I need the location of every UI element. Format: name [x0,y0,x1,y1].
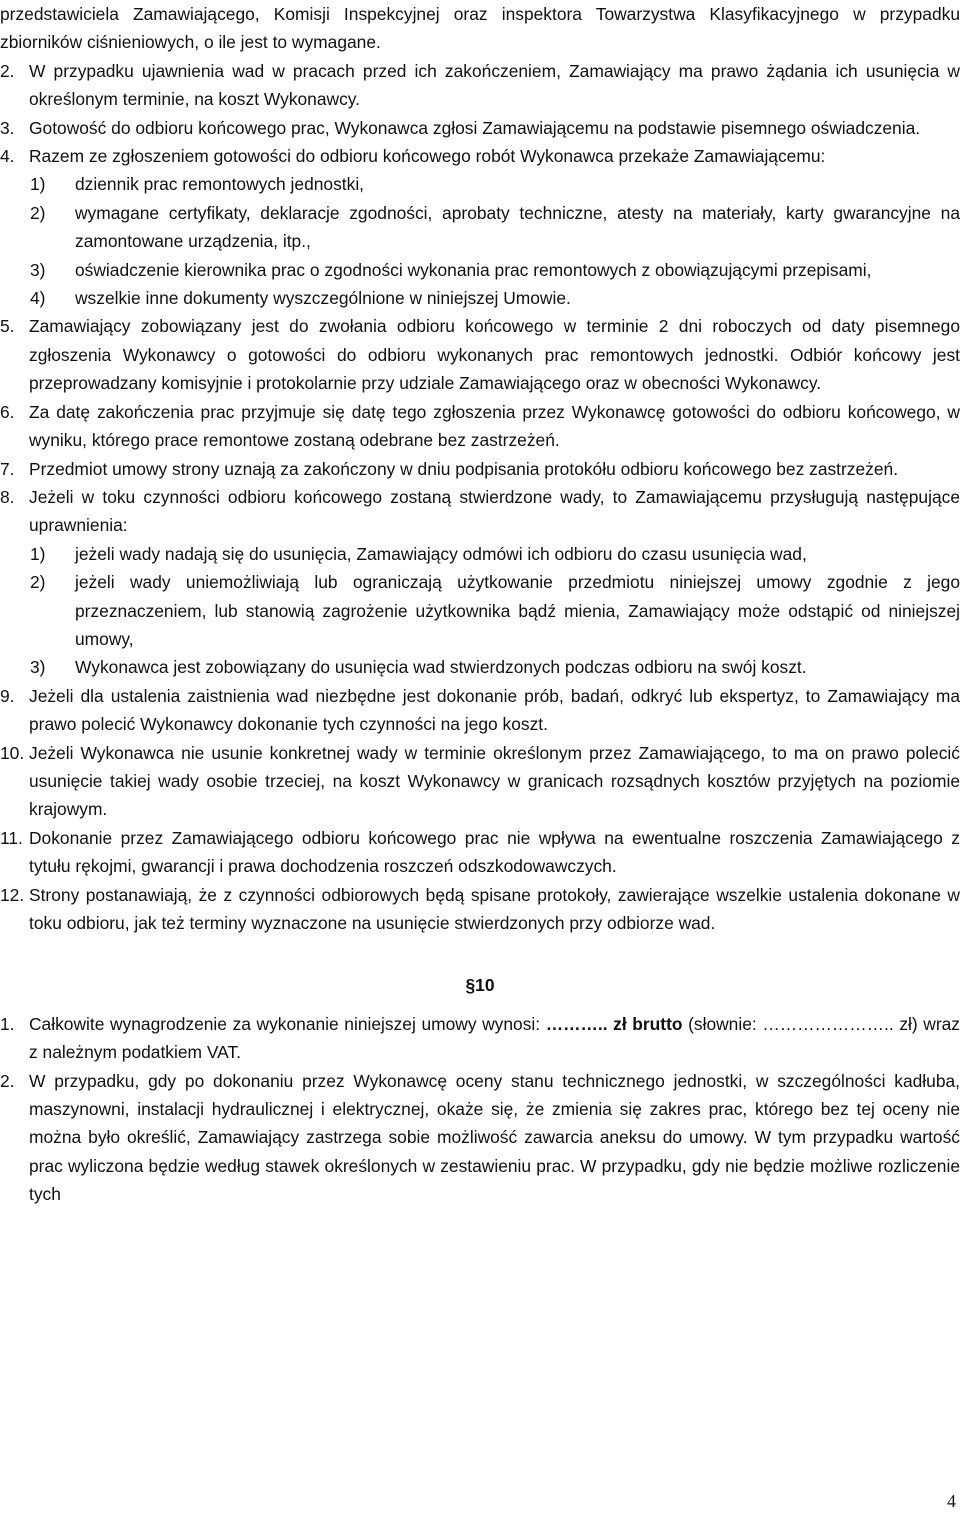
section-number: 10 [475,975,495,996]
section-paragraph-2 [0,1067,960,1209]
list-item [0,199,960,256]
paragraph-text: Całkowite wynagrodzenie za wykonanie niniejszej umowy wynosi: [29,1013,546,1034]
paragraph-text: Gotowość do odbioru końcowego prac, Wykonawca zgłosi Zamawiającemu na podstawie pisemnego oświadczenia. [29,117,921,138]
list-item-number: 1) [30,174,46,195]
paragraph-number: 1. [0,1013,15,1034]
list-item-text: Wykonawca jest zobowiązany do usunięcia wad stwierdzonych podczas odbioru na swój koszt. [75,657,807,678]
paragraph-10 [0,739,960,824]
paragraph-number: 5. [0,316,15,337]
paragraph-9 [0,682,960,739]
paragraph-text: Razem ze zgłoszeniem gotowości do odbioru końcowego robót Wykonawca przekaże Zamawiającemu: [29,146,826,167]
list-item-text: oświadczenie kierownika prac o zgodności wykonania prac remontowych z obowiązującymi przepisami, [75,259,872,280]
paragraph-6 [0,398,960,455]
list-item [0,653,960,681]
paragraph-text: W przypadku, gdy po dokonaniu przez Wykonawcę oceny stanu technicznego jednostki, w szczególności kadłuba, maszynowni, instalacji hydraulicznej i elektrycznej, okaże się, że zmienia się zakres prac, którego bez tej oceny nie można było określić, Zamawiający zastrzega sobie możliwość zawarcia aneksu do umowy. W tym przypadku wartość prac wyliczona będzie według stawek określonych w zestawieniu prac. W przypadku, gdy nie będzie możliwe rozliczenie tych [29,1070,960,1205]
list-item-number: 2) [30,572,46,593]
paragraph-text: Dokonanie przez Zamawiającego odbioru końcowego prac nie wpływa na ewentualne roszczenia Zamawiającego z tytułu rękojmi, gwarancji i prawa dochodzenia roszczeń odszkodowawczych. [29,827,960,877]
paragraph-text: W przypadku ujawnienia wad w pracach przed ich zakończeniem, Zamawiający ma prawo żądania ich usunięcia w określonym terminie, na koszt Wykonawcy. [29,60,960,110]
list-item-number: 4) [30,288,46,309]
paragraph-number: 6. [0,401,15,422]
list-item-text: jeżeli wady nadają się do usunięcia, Zamawiający odmówi ich odbioru do czasu usunięcia wad, [75,543,807,564]
paragraph-text-continued: (słownie: ………………….. zł) wraz z należnym podatkiem VAT. [29,1013,960,1063]
paragraph-text: Jeżeli Wykonawca nie usunie konkretnej wady w terminie określonym przez Zamawiającego, to ma on prawo polecić usunięcie takiej wady osobie trzeciej, na koszt Wykonawcy w granicach rozsądnych kosztów przyjętych na poziomie krajowym. [29,742,960,820]
list-item [0,284,960,312]
paragraph-4 [0,142,960,170]
list-item-text: jeżeli wady uniemożliwiają lub ograniczają użytkowanie przedmiotu niniejszej umowy zgodnie z jego przeznaczeniem, lub stanowią zagrożenie użytkownika bądź mienia, Zamawiający może odstąpić od niniejszej umowy, [75,572,960,649]
paragraph-number: 12. [0,884,25,905]
section-symbol: § [465,975,476,996]
paragraph-number: 4. [0,146,15,167]
paragraph-3 [0,114,960,142]
paragraph-number: 7. [0,458,15,479]
paragraph-8 [0,483,960,540]
paragraph-continuation: przedstawiciela Zamawiającego, Komisji Inspekcyjnej oraz inspektora Towarzystwa Klasyfikacyjnego w przypadku zbiorników ciśnieniowych, o ile jest to wymagane. [0,4,960,53]
list-item-text: wszelkie inne dokumenty wyszczególnione w niniejszej Umowie. [75,288,571,309]
paragraph-number: 10. [0,742,25,763]
paragraph-number: 11. [0,827,23,848]
paragraph-12 [0,881,960,938]
list-item-number: 2) [30,202,46,223]
paragraph-number: 8. [0,486,15,507]
page-number: 4 [947,1491,956,1511]
list-item-number: 1) [30,543,46,564]
list-item [0,170,960,198]
paragraph-5 [0,312,960,397]
paragraph-text: Za datę zakończenia prac przyjmuje się datę tego zgłoszenia przez Wykonawcę gotowości do odbioru końcowego, w wyniku, którego prace remontowe zostaną odebrane bez zastrzeżeń. [29,401,960,451]
list-item [0,540,960,568]
list-item [0,568,960,653]
paragraph-text: Strony postanawiają, że z czynności odbiorowych będą spisane protokoły, zawierające wszelkie ustalenia dokonane w toku odbioru, jak też terminy wyznaczone na usunięcie stwierdzonych przy odbiorze wad. [29,884,960,933]
list-item-text: dziennik prac remontowych jednostki, [75,174,365,195]
paragraph-11 [0,824,960,881]
paragraph-number: 2. [0,60,15,81]
section-paragraph-1 [0,1010,960,1067]
paragraph-text: Zamawiający zobowiązany jest do zwołania odbioru końcowego w terminie 2 dni roboczych od daty pisemnego zgłoszenia Wykonawcy o gotowości do odbioru wykonanych prac remontowych jednostki. Odbiór końcowy jest przeprowadzany komisyjnie i protokolarnie przy udziale Zamawiającego oraz w obecności Wykonawcy. [29,316,960,394]
amount-placeholder: ……….. zł brutto [545,1013,683,1034]
paragraph-number: 9. [0,685,15,706]
paragraph-text: Jeżeli w toku czynności odbioru końcowego zostaną stwierdzone wady, to Zamawiającemu przysługują następujące uprawnienia: [29,486,960,536]
section-heading [0,971,960,999]
paragraph-2 [0,57,960,114]
paragraph-text: Jeżeli dla ustalenia zaistnienia wad niezbędne jest dokonanie prób, badań, odkryć lub ekspertyz, to Zamawiający ma prawo polecić Wykonawcy dokonanie tych czynności na jego koszt. [29,685,960,735]
paragraph-7 [0,455,960,483]
list-item-number: 3) [30,657,46,678]
list-item-text: wymagane certyfikaty, deklaracje zgodności, aprobaty techniczne, atesty na materiały, karty gwarancyjne na zamontowane urządzenia, itp., [75,202,960,252]
paragraph-number: 3. [0,117,15,138]
list-item-number: 3) [30,259,46,280]
paragraph-number: 2. [0,1070,15,1091]
list-item [0,256,960,284]
paragraph-text: Przedmiot umowy strony uznają za zakończony w dniu podpisania protokółu odbioru końcowego bez zastrzeżeń. [29,458,899,479]
